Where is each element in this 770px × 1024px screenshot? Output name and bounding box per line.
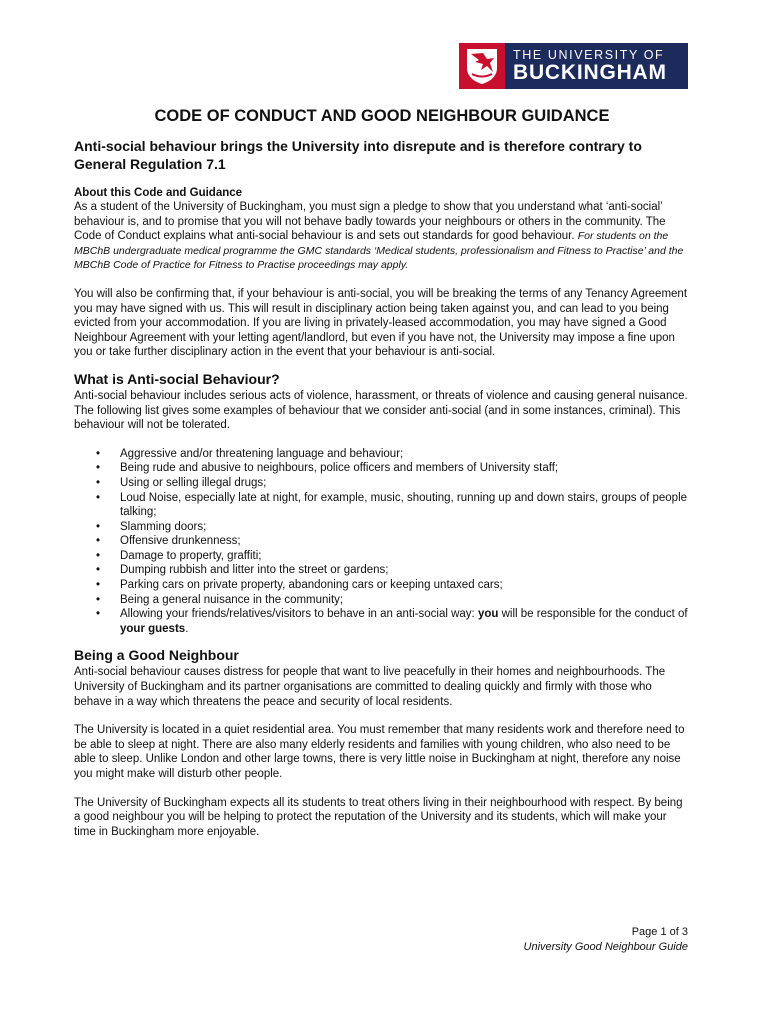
- list-item-last-post: .: [185, 622, 189, 635]
- list-item-text: Dumping rubbish and litter into the street or gardens;: [120, 564, 389, 577]
- list-item: [74, 447, 690, 462]
- list-item: [74, 491, 690, 520]
- bullet-icon: •: [96, 476, 101, 489]
- list-item-last-bold1: you: [477, 608, 499, 621]
- list-item: [74, 476, 690, 491]
- document-subtitle: Anti-social behaviour brings the University into disrepute and is therefore contrary to General Regulation 7.1: [74, 138, 642, 172]
- neighbour-paragraph-3: The University of Buckingham expects all its students to treat others living in their neighbourhood with respect. By being a good neighbour you will be helping to protect the reputation of the University and its students, which will make your time in Buckingham more enjoyable.: [74, 796, 683, 838]
- crest-icon: [459, 43, 505, 89]
- list-item-text: Offensive drunkenness;: [120, 535, 241, 548]
- list-item-text: Slamming doors;: [120, 520, 207, 533]
- list-item: [74, 534, 690, 549]
- bullet-icon: •: [96, 535, 101, 548]
- bullet-icon: •: [96, 447, 101, 460]
- footer-guide-title: University Good Neighbour Guide: [523, 941, 688, 953]
- list-item: [74, 563, 690, 578]
- list-item-text: Being rude and abusive to neighbours, police officers and members of University staff;: [120, 462, 559, 475]
- list-item-text: Loud Noise, especially late at night, for example, music, shouting, running up and down stairs, groups of people talking;: [120, 491, 688, 519]
- about-paragraph-1-text: As a student of the University of Buckingham, you must sign a pledge to show that you understand what ‘anti-social’ behaviour is, and to promise that you will not behave badly towards your neighbours or others in the community. The Code of Conduct explains what anti-social behaviour is and sets out standards for good behaviour.: [74, 201, 666, 243]
- about-heading: About this Code and Guidance: [74, 187, 243, 199]
- page-number: Page 1 of 3: [631, 926, 688, 938]
- list-item-text: Aggressive and/or threatening language and behaviour;: [120, 447, 404, 460]
- bullet-icon: •: [96, 520, 101, 533]
- bullet-icon: •: [96, 593, 101, 606]
- list-item: [74, 549, 690, 564]
- list-item: [74, 593, 690, 608]
- bullet-icon: •: [96, 564, 101, 577]
- bullet-icon: •: [96, 549, 101, 562]
- neighbour-heading: Being a Good Neighbour: [74, 647, 239, 664]
- list-item-text: Being a general nuisance in the community;: [120, 593, 344, 606]
- bullet-icon: •: [96, 462, 101, 475]
- list-item-text: Using or selling illegal drugs;: [120, 476, 267, 489]
- mbchb-note: For students on the MBChB undergraduate medical programme the GMC standards ‘Medical students, professionalism and Fitness to Practise’ and the MBChB Code of Practice for Fitness to Practise proceedings may apply.: [74, 230, 684, 272]
- university-logo: [459, 43, 688, 89]
- list-item-last-mid: will be responsible for the conduct of: [498, 608, 688, 621]
- logo-line1: THE UNIVERSITY OF: [513, 48, 665, 62]
- logo-line2: BUCKINGHAM: [513, 61, 667, 84]
- about-paragraph-1: [74, 200, 690, 273]
- antisocial-heading: What is Anti-social Behaviour?: [74, 370, 280, 387]
- antisocial-intro: Anti-social behaviour includes serious acts of violence, harassment, or threats of violence and causing general nuisance. The following list gives some examples of behaviour that we consider anti-social (and in some instances, criminal). This behaviour will not be tolerated.: [74, 389, 688, 432]
- bullet-icon: •: [96, 491, 101, 504]
- list-item: [74, 578, 690, 593]
- bullet-icon: •: [96, 579, 101, 592]
- document-body: [74, 105, 690, 839]
- list-item: [74, 461, 690, 476]
- page-footer: [524, 925, 688, 955]
- behaviour-list: [74, 447, 690, 637]
- list-item-last-bold2: your guests: [120, 622, 186, 635]
- about-paragraph-2: You will also be confirming that, if your behaviour is anti-social, you will be breaking the terms of any Tenancy Agreement you may have signed with us. This will result in disciplinary action being taken against you, and can lead to you being evicted from your accommodation. If you are living in privately-leased accommodation, you may have signed a Good Neighbour Agreement with your letting agent/landlord, but even if you have not, the University may impose a fine upon you or take further disciplinary action in the event that your behaviour is anti-social.: [74, 287, 688, 359]
- list-item: [74, 520, 690, 535]
- bullet-icon: •: [96, 608, 101, 621]
- logo-wordmark: [505, 43, 688, 89]
- list-item-text: Parking cars on private property, abandoning cars or keeping untaxed cars;: [120, 579, 503, 592]
- list-item-last-pre: Allowing your friends/relatives/visitors to behave in an anti-social way:: [120, 608, 478, 621]
- list-item-last: [74, 607, 690, 636]
- document-title: CODE OF CONDUCT AND GOOD NEIGHBOUR GUIDANCE: [154, 107, 610, 125]
- neighbour-paragraph-2: The University is located in a quiet residential area. You must remember that many residents work and therefore need to be able to sleep at night. There are also many elderly residents and families with young children, who also need to be able to sleep. Unlike London and other large towns, there is very little noise in Buckingham at night, therefore any noise you might make will disturb other people.: [74, 724, 685, 780]
- neighbour-paragraph-1: Anti-social behaviour causes distress for people that want to live peacefully in their homes and neighbourhoods. The University of Buckingham and its partner organisations are committed to dealing quickly and firmly with those who behave in a way which threatens the peace and security of local residents.: [74, 666, 666, 708]
- list-item-text: Damage to property, graffiti;: [120, 549, 262, 562]
